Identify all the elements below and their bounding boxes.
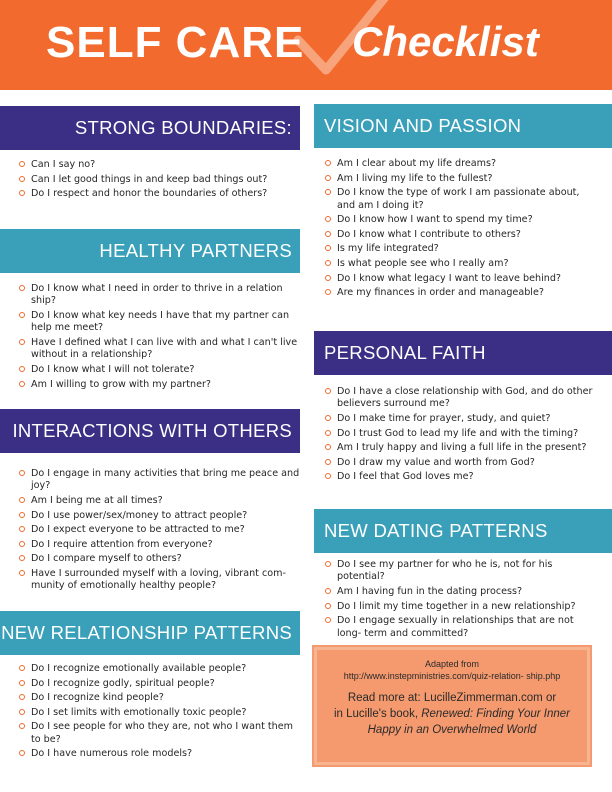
bullet-icon [325, 231, 331, 237]
list-item: Do I feel that God loves me? [324, 471, 600, 483]
list-item: Am I truly happy and living a full life in the present? [324, 442, 600, 454]
list-item: Do I know the type of work I am passionate about, and am I doing it? [324, 187, 600, 212]
page-title-left: SELF CARE [46, 18, 305, 67]
list-item: Do I trust God to lead my life and with the timing? [324, 428, 600, 440]
faith-list [324, 386, 600, 486]
page-title-right: Checklist [352, 18, 539, 65]
bullet-icon [19, 526, 25, 532]
list-item: Am I willing to grow with my partner? [18, 379, 300, 391]
bullet-icon [325, 289, 331, 295]
bullet-icon [325, 245, 331, 251]
list-item: Am I having fun in the dating process? [324, 586, 600, 598]
bullet-icon [19, 470, 25, 476]
list-item: Do I require attention from everyone? [18, 539, 300, 551]
bullet-icon [325, 473, 331, 479]
list-item: Is my life integrated? [324, 243, 600, 255]
read-more-text [317, 690, 587, 738]
bullet-icon [19, 570, 25, 576]
list-item: Do I engage in many activities that bring me peace and joy? [18, 468, 300, 493]
vision-list [324, 158, 600, 302]
list-item: Is what people see who I really am? [324, 258, 600, 270]
bullet-icon [325, 175, 331, 181]
adapted-label: Adapted from [424, 659, 480, 669]
list-item: Do I set limits with emotionally toxic people? [18, 707, 302, 719]
bullet-icon [325, 430, 331, 436]
bullet-icon [325, 603, 331, 609]
healthy-partners-list [18, 283, 300, 393]
section-vision-heading: VISION AND PASSION [314, 104, 612, 148]
bullet-icon [325, 160, 331, 166]
source-callout [314, 647, 590, 765]
book-title: Renewed: Finding Your Inner Happy in an Overwhelmed World [367, 708, 570, 736]
list-item: Am I living my life to the fullest? [324, 173, 600, 185]
bullet-icon [19, 497, 25, 503]
list-item: Do I limit my time together in a new relationship? [324, 601, 600, 613]
list-item: Do I know what key needs I have that my partner can help me meet? [18, 310, 300, 335]
bullet-icon [19, 750, 25, 756]
header-banner [0, 0, 612, 90]
bullet-icon [19, 694, 25, 700]
adapted-url[interactable]: http://www.instepministries.com/quiz-relation- ship.php [343, 671, 561, 681]
bullet-icon [19, 161, 25, 167]
bullet-icon [325, 260, 331, 266]
list-item: Do I know what I contribute to others? [324, 229, 600, 241]
list-item: Have I defined what I can live with and what I can't live without in a relationship? [18, 337, 300, 362]
bullet-icon [19, 312, 25, 318]
list-item: Do I use power/sex/money to attract people? [18, 510, 300, 522]
list-item: Do I respect and honor the boundaries of others? [18, 188, 302, 200]
bullet-icon [19, 176, 25, 182]
list-item: Do I have numerous role models? [18, 748, 302, 760]
list-item: Do I recognize emotionally available people? [18, 663, 302, 675]
list-item: Am I being me at all times? [18, 495, 300, 507]
list-item: Do I compare myself to others? [18, 553, 300, 565]
bullet-icon [325, 388, 331, 394]
interactions-list [18, 468, 300, 595]
list-item: Are my finances in order and manageable? [324, 287, 600, 299]
list-item: Do I see people for who they are, not who I want them to be? [18, 721, 302, 746]
section-healthy-partners-heading: HEALTHY PARTNERS [0, 229, 300, 273]
list-item: Do I engage sexually in relationships that are not long- term and committed? [324, 615, 600, 640]
list-item: Do I make time for prayer, study, and quiet? [324, 413, 600, 425]
bullet-icon [325, 444, 331, 450]
list-item: Do I know what I will not tolerate? [18, 364, 300, 376]
bullet-icon [325, 617, 331, 623]
list-item: Do I see my partner for who he is, not for his potential? [324, 559, 600, 584]
bullet-icon [19, 555, 25, 561]
list-item: Do I know what I need in order to thrive in a relation ship? [18, 283, 300, 308]
bullet-icon [19, 512, 25, 518]
bullet-icon [19, 541, 25, 547]
section-new-relationship-heading: NEW RELATIONSHIP PATTERNS [0, 611, 300, 655]
section-dating-heading: NEW DATING PATTERNS [314, 509, 612, 553]
bullet-icon [325, 216, 331, 222]
bullet-icon [19, 680, 25, 686]
bullet-icon [325, 561, 331, 567]
read-more-book-prefix: in Lucille's book, [334, 708, 419, 720]
list-item: Have I surrounded myself with a loving, vibrant com- munity of emotionally healthy people? [18, 568, 300, 593]
list-item: Do I have a close relationship with God, and do other believers surround me? [324, 386, 600, 411]
list-item: Do I know what legacy I want to leave behind? [324, 273, 600, 285]
section-faith-heading: PERSONAL FAITH [314, 331, 612, 375]
list-item: Do I recognize godly, spiritual people? [18, 678, 302, 690]
bullet-icon [325, 415, 331, 421]
section-interactions-heading: INTERACTIONS WITH OTHERS [0, 409, 300, 453]
bullet-icon [19, 709, 25, 715]
bullet-icon [19, 339, 25, 345]
list-item: Do I draw my value and worth from God? [324, 457, 600, 469]
bullet-icon [325, 189, 331, 195]
read-more-line: Read more at: LucilleZimmerman.com or [347, 692, 557, 704]
section-strong-boundaries-heading: STRONG BOUNDARIES: [0, 106, 300, 150]
new-relationship-list [18, 663, 302, 763]
list-item: Can I let good things in and keep bad things out? [18, 174, 302, 186]
bullet-icon [19, 366, 25, 372]
list-item: Am I clear about my life dreams? [324, 158, 600, 170]
bullet-icon [19, 723, 25, 729]
bullet-icon [19, 665, 25, 671]
bullet-icon [19, 285, 25, 291]
list-item: Do I recognize kind people? [18, 692, 302, 704]
bullet-icon [325, 275, 331, 281]
list-item: Do I expect everyone to be attracted to me? [18, 524, 300, 536]
strong-boundaries-list [18, 159, 302, 203]
bullet-icon [19, 381, 25, 387]
list-item: Do I know how I want to spend my time? [324, 214, 600, 226]
bullet-icon [19, 190, 25, 196]
bullet-icon [325, 459, 331, 465]
dating-list [324, 559, 600, 642]
bullet-icon [325, 588, 331, 594]
list-item: Can I say no? [18, 159, 302, 171]
